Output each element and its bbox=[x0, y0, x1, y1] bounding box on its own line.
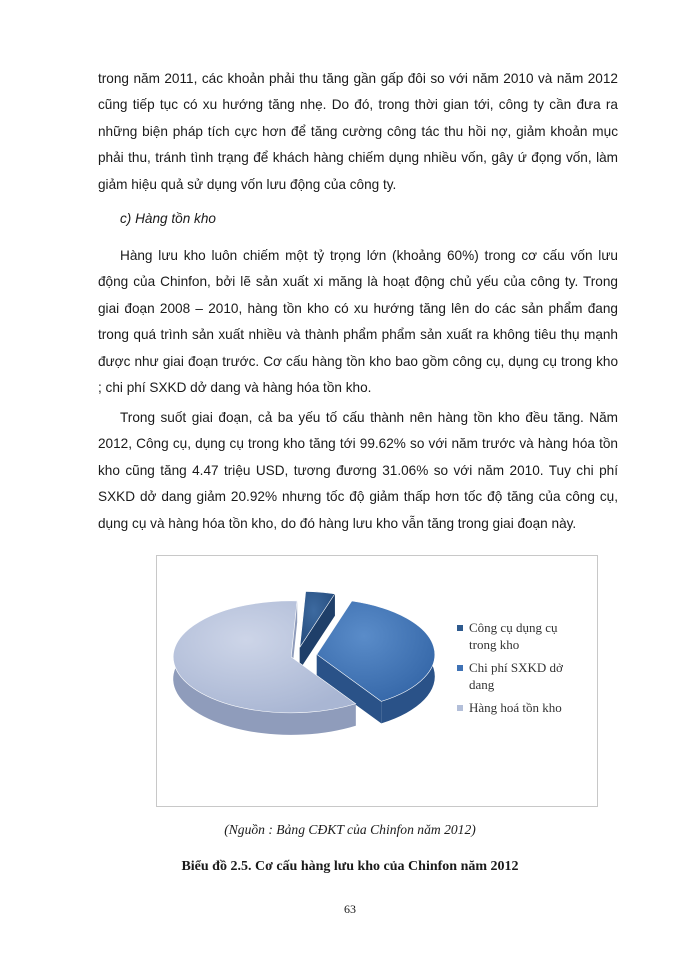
section-heading-inventory: c) Hàng tồn kho bbox=[120, 211, 216, 226]
paragraph-receivables: trong năm 2011, các khoản phải thu tăng gần gấp đôi so với năm 2010 và năm 2012 cũng tiếp tục có xu hướng tăng nhẹ. Do đó, trong thời gian tới, công ty cần đưa ra những biện pháp tích cực hơn để tăng cường công tác thu hồi nợ, giảm khoản mục phải thu, tránh tình trạng để khách hàng chiếm dụng nhiều vốn, gây ứ đọng vốn, làm giảm hiệu quả sử dụng vốn lưu động của công ty. bbox=[98, 71, 618, 192]
legend-marker-1 bbox=[457, 625, 463, 631]
chart-container bbox=[156, 555, 598, 807]
legend-label-2-1: Chi phí SXKD dở bbox=[469, 660, 563, 675]
chart-source-note: (Nguồn : Bảng CĐKT của Chinfon năm 2012) bbox=[224, 822, 476, 837]
legend-marker-2 bbox=[457, 665, 463, 671]
legend-label-1-1: Công cụ dụng cụ bbox=[469, 620, 558, 635]
chart-caption: Biểu đồ 2.5. Cơ cấu hàng lưu kho của Chinfon năm 2012 bbox=[181, 859, 519, 874]
pie-chart bbox=[157, 556, 597, 806]
page-number: 63 bbox=[344, 902, 356, 916]
legend-marker-3 bbox=[457, 705, 463, 711]
legend-label-3-1: Hàng hoá tồn kho bbox=[469, 700, 562, 715]
paragraph-inventory-intro: Hàng lưu kho luôn chiếm một tỷ trọng lớn (khoảng 60%) trong cơ cấu vốn lưu động của Chinfon, bởi lẽ sản xuất xi măng là hoạt động chủ yếu của công ty. Trong giai đoạn 2008 – 2010, hàng tồn kho có xu hướng tăng lên do các sản phẩm đang trong quá trình sản xuất nhiều và thành phẩm phẩm sản xuất ra không tiêu thụ mạnh được như giai đoạn trước. Cơ cấu hàng tồn kho bao gồm công cụ, dụng cụ trong kho ; chi phí SXKD dở dang và hàng hóa tồn kho. bbox=[98, 248, 618, 396]
legend-label-2-2: dang bbox=[469, 677, 495, 692]
legend-label-1-2: trong kho bbox=[469, 637, 520, 652]
paragraph-inventory-trend: Trong suốt giai đoạn, cả ba yếu tố cấu thành nên hàng tồn kho đều tăng. Năm 2012, Công cụ, dụng cụ trong kho tăng tới 99.62% so với năm trước và hàng hóa tồn kho cũng tăng 4.47 triệu USD, tương đương 31.06% so với năm 2010. Tuy chi phí SXKD dở dang giảm 20.92% nhưng tốc độ giảm thấp hơn tốc độ tăng của công cụ, dụng cụ và hàng hóa tồn kho, do đó hàng lưu kho vẫn tăng trong giai đoạn này. bbox=[98, 410, 618, 531]
